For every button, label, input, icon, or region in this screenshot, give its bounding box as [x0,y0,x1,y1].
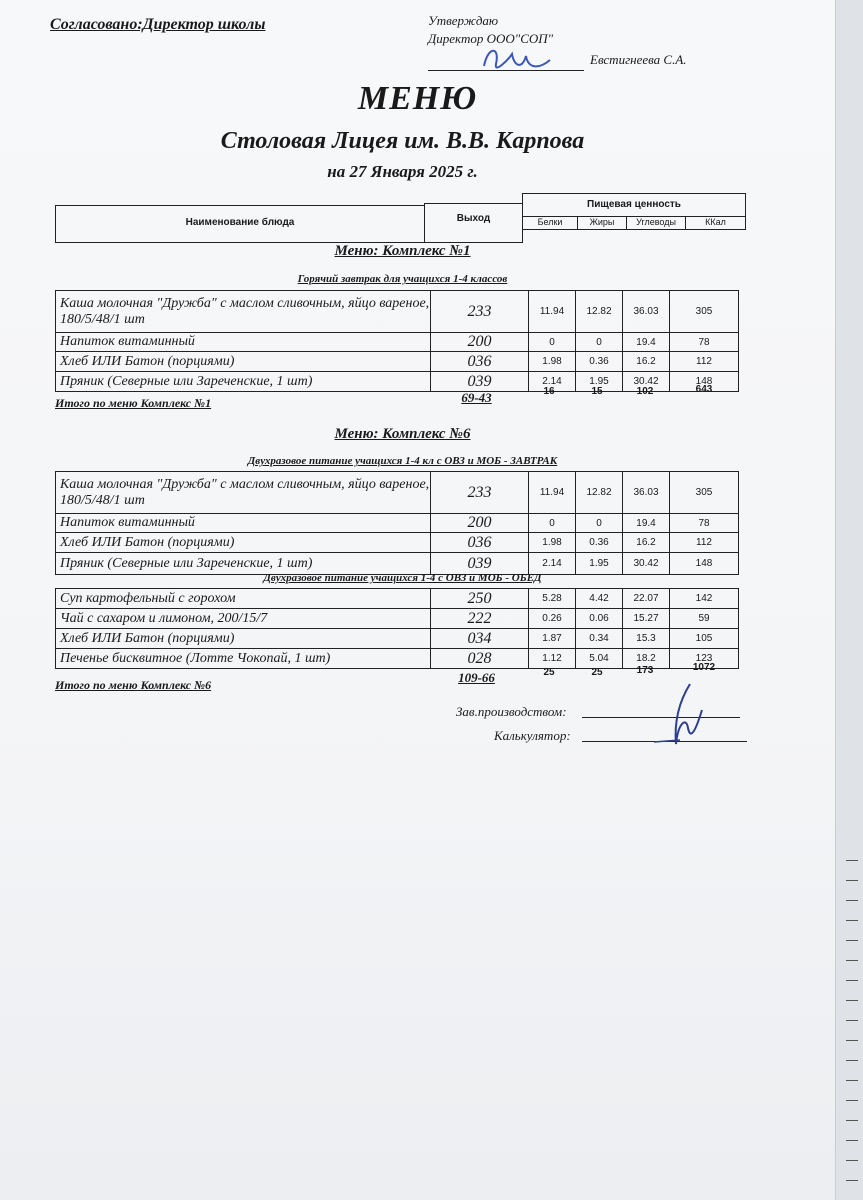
dish-carbs: 22.07 [623,589,670,609]
edge-tick [846,1160,858,1161]
dish-fats: 0 [576,333,623,352]
edge-tick [846,1100,858,1101]
header-kcal: ККал [705,217,726,227]
dish-carbs: 30.42 [623,372,670,392]
canteen-name: Столовая Лицея им. В.В. Карпова [220,128,585,154]
table-row [56,472,739,514]
dish-fats: 5.04 [576,649,623,669]
dish-kcal: 305 [670,472,739,514]
dish-name: Напиток витаминный [56,514,431,533]
header-output: Выход [456,213,491,224]
complex1-total-carbs: 102 [636,386,654,397]
dish-fats: 0.36 [576,352,623,372]
dish-output: 200 [431,333,529,352]
dish-kcal: 78 [670,514,739,533]
complex1-total-proteins: 16 [543,386,555,397]
edge-tick [846,1080,858,1081]
edge-tick [846,900,858,901]
dish-kcal: 305 [670,291,739,333]
dish-carbs: 19.4 [623,333,670,352]
table-row [56,333,739,352]
dish-output: 250 [431,589,529,609]
dish-kcal: 148 [670,372,739,392]
edge-tick [846,860,858,861]
dish-kcal: 148 [670,553,739,575]
dish-output: 028 [431,649,529,669]
complex1-total-kcal: 643 [695,384,713,395]
edge-tick [846,1020,858,1021]
table-row [56,589,739,609]
dish-kcal: 78 [670,333,739,352]
approve-word: Утверждаю [428,13,499,28]
calculator-label: Калькулятор: [494,728,571,743]
dish-output: 222 [431,609,529,629]
dish-fats: 12.82 [576,291,623,333]
table-row [56,629,739,649]
director-sign-line [428,70,584,71]
header-name: Наименование блюда [185,217,295,228]
table-row [56,352,739,372]
dish-output: 036 [431,352,529,372]
dish-output: 039 [431,372,529,392]
complex6-breakfast-section: Двухразовое питание учащихся 1-4 кл с ОВЗ и МОБ - ЗАВТРАК [247,455,558,467]
header-nutrition: Пищевая ценность [587,199,681,210]
dish-kcal: 112 [670,533,739,553]
table-row [56,291,739,333]
dish-carbs: 36.03 [623,291,670,333]
dish-output: 034 [431,629,529,649]
dish-carbs: 18.2 [623,649,670,669]
dish-name: Хлеб ИЛИ Батон (порциями) [56,629,431,649]
dish-output: 200 [431,514,529,533]
menu-date: на 27 Января 2025 г. [327,162,478,181]
approve-director: Директор ООО"СОП" [428,31,554,46]
dish-fats: 0 [576,514,623,533]
edge-tick [846,960,858,961]
dish-proteins: 1.98 [529,352,576,372]
dish-name: Печенье бисквитное (Лотте Чокопай, 1 шт) [56,649,431,669]
dish-carbs: 19.4 [623,514,670,533]
dish-proteins: 0 [529,514,576,533]
dish-kcal: 123 [670,649,739,669]
edge-tick [846,1040,858,1041]
complex6-total-proteins: 25 [543,667,555,678]
dish-output: 233 [431,472,529,514]
dish-fats: 12.82 [576,472,623,514]
table-row [56,514,739,533]
complex1-title: Меню: Комплекс №1 [334,243,471,259]
dish-fats: 1.95 [576,553,623,575]
edge-tick [846,1140,858,1141]
complex6-title: Меню: Комплекс №6 [334,426,471,442]
complex1-total-output: 69-43 [461,390,492,405]
dish-name: Пряник (Северные или Зареченские, 1 шт) [56,372,431,392]
next-page-edge [835,0,863,1200]
complex6-total-carbs: 173 [636,665,654,676]
dish-output: 039 [431,553,529,575]
table-row [56,609,739,629]
complex1-table [55,290,739,392]
agreed-by: Согласовано:Директор школы [50,16,266,33]
page-title: МЕНЮ [357,80,478,117]
complex6-total-kcal: 1072 [692,662,716,673]
dish-carbs: 36.03 [623,472,670,514]
dish-output: 036 [431,533,529,553]
dish-name: Каша молочная "Дружба" с маслом сливочным, яйцо вареное, 180/5/48/1 шт [56,472,431,514]
dish-name: Чай с сахаром и лимоном, 200/15/7 [56,609,431,629]
dish-fats: 1.95 [576,372,623,392]
calculator-signature [640,680,710,750]
production-manager-label: Зав.производством: [456,704,567,719]
dish-proteins: 5.28 [529,589,576,609]
dish-fats: 0.36 [576,533,623,553]
edge-tick [846,920,858,921]
header-carbs: Углеводы [636,217,676,227]
dish-proteins: 1.98 [529,533,576,553]
edge-tick [846,880,858,881]
dish-carbs: 15.27 [623,609,670,629]
dish-name: Пряник (Северные или Зареченские, 1 шт) [56,553,431,575]
dish-kcal: 105 [670,629,739,649]
dish-name: Суп картофельный с горохом [56,589,431,609]
dish-proteins: 0.26 [529,609,576,629]
header-proteins: Белки [537,217,563,227]
table-header [55,193,745,243]
dish-kcal: 112 [670,352,739,372]
dish-kcal: 142 [670,589,739,609]
director-signature [478,40,558,80]
dish-carbs: 16.2 [623,352,670,372]
dish-proteins: 11.94 [529,472,576,514]
edge-tick [846,1120,858,1121]
dish-carbs: 30.42 [623,553,670,575]
dish-name: Хлеб ИЛИ Батон (порциями) [56,533,431,553]
edge-tick [846,1060,858,1061]
edge-tick [846,1180,858,1181]
complex6-lunch-section: Двухразовое питание учащихся 1-4 с ОВЗ и МОБ - ОБЕД [263,572,542,584]
dish-fats: 0.34 [576,629,623,649]
director-name: Евстигнеева С.А. [590,52,687,67]
table-row [56,533,739,553]
dish-proteins: 1.12 [529,649,576,669]
dish-fats: 4.42 [576,589,623,609]
complex1-total-label: Итого по меню Комплекс №1 [55,396,212,410]
complex6-breakfast-table [55,471,739,575]
dish-carbs: 16.2 [623,533,670,553]
dish-name: Каша молочная "Дружба" с маслом сливочным, яйцо вареное, 180/5/48/1 шт [56,291,431,333]
edge-tick [846,980,858,981]
dish-proteins: 2.14 [529,553,576,575]
complex1-section: Горячий завтрак для учащихся 1-4 классов [297,273,508,285]
dish-carbs: 15.3 [623,629,670,649]
dish-kcal: 59 [670,609,739,629]
dish-proteins: 1.87 [529,629,576,649]
dish-proteins: 11.94 [529,291,576,333]
header-fats: Жиры [589,217,615,227]
dish-name: Хлеб ИЛИ Батон (порциями) [56,352,431,372]
dish-proteins: 2.14 [529,372,576,392]
dish-output: 233 [431,291,529,333]
dish-proteins: 0 [529,333,576,352]
edge-tick [846,940,858,941]
complex6-total-output: 109-66 [458,670,495,685]
complex6-total-fats: 25 [591,667,603,678]
complex1-total-fats: 15 [591,386,603,397]
dish-fats: 0.06 [576,609,623,629]
dish-name: Напиток витаминный [56,333,431,352]
complex6-total-label: Итого по меню Комплекс №6 [55,678,212,692]
edge-tick [846,1000,858,1001]
complex6-lunch-table [55,588,739,669]
